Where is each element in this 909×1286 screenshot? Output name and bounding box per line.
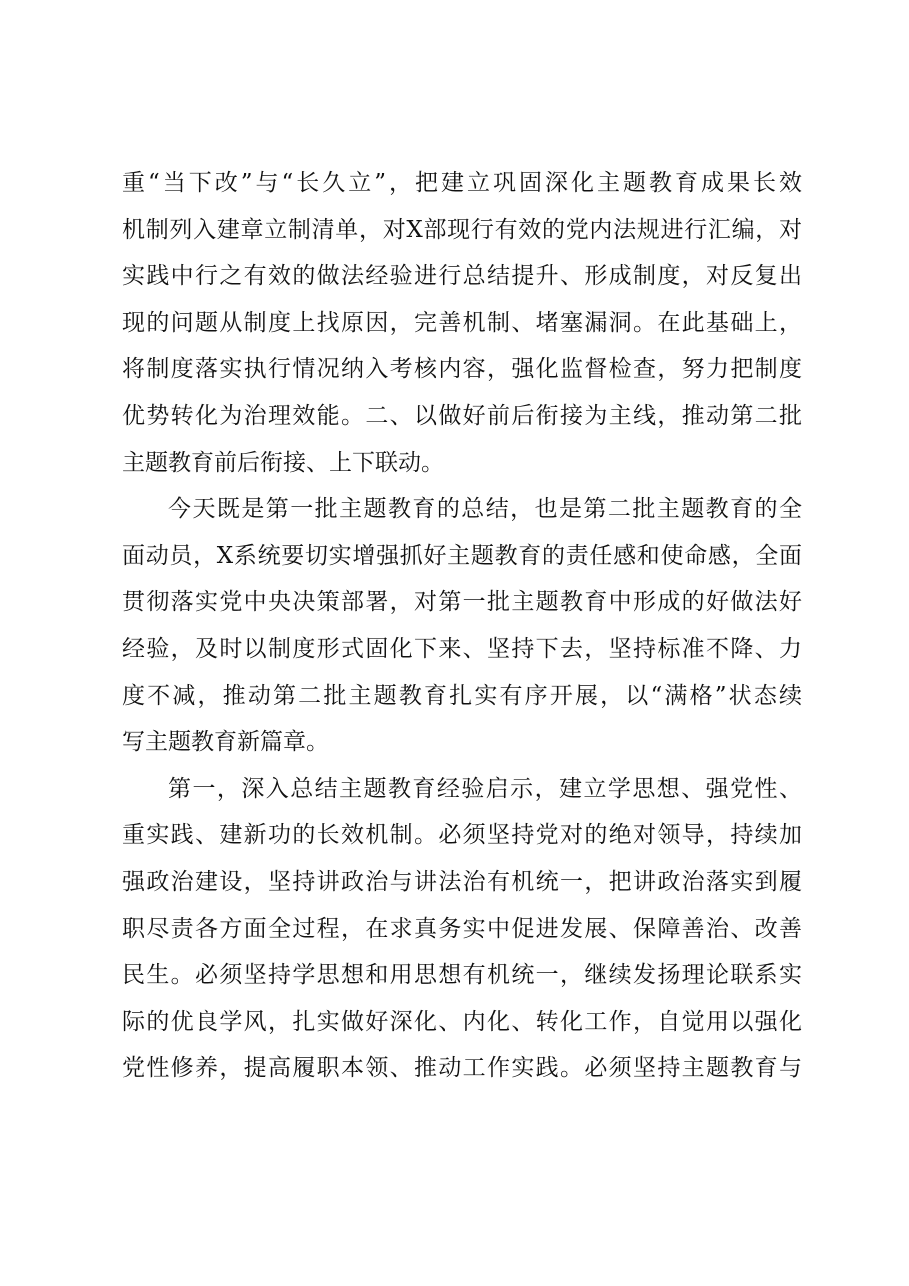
text-line: 贯彻落实党中央决策部署，对第一批主题教育中形成的好做法好 [122,589,802,616]
text-line: 经验，及时以制度形式固化下来、坚持下去，坚持标准不降、力 [122,635,802,662]
text-line: 民生。必须坚持学思想和用思想有机统一，继续发扬理论联系实 [122,962,802,989]
text-line: 际的优良学风，扎实做好深化、内化、转化工作，自觉用以强化 [122,1008,802,1035]
body-text [122,160,802,1092]
text-line: 第一，深入总结主题教育经验启示，建立学思想、强党性、 [168,775,802,802]
text-line: 优势转化为治理效能。二、以做好前后衔接为主线，推动第二批 [122,402,802,429]
text-line: 实践中行之有效的做法经验进行总结提升、形成制度，对反复出 [122,263,802,290]
text-line: 度不减，推动第二批主题教育扎实有序开展，以“满格”状态续 [122,682,802,709]
text-line: 将制度落实执行情况纳入考核内容，强化监督检查，努力把制度 [122,356,802,383]
text-line: 面动员，X系统要切实增强抓好主题教育的责任感和使命感，全面 [122,542,802,569]
text-line: 现的问题从制度上找原因，完善机制、堵塞漏洞。在此基础上， [122,309,802,336]
text-line: 今天既是第一批主题教育的总结，也是第二批主题教育的全 [168,496,802,523]
text-line: 机制列入建章立制清单，对X部现行有效的党内法规进行汇编，对 [122,216,802,243]
text-line: 职尽责各方面全过程，在求真务实中促进发展、保障善治、改善 [122,915,802,942]
text-line: 主题教育前后衔接、上下联动。 [122,449,444,476]
text-line: 强政治建设，坚持讲政治与讲法治有机统一，把讲政治落实到履 [122,868,802,895]
text-line: 重“当下改”与“长久立”，把建立巩固深化主题教育成果长效 [122,170,802,196]
text-line: 重实践、建新功的长效机制。必须坚持党对的绝对领导，持续加 [122,822,802,849]
text-line: 写主题教育新篇章。 [122,729,329,756]
text-line: 党性修养，提高履职本领、推动工作实践。必须坚持主题教育与 [122,1055,802,1082]
